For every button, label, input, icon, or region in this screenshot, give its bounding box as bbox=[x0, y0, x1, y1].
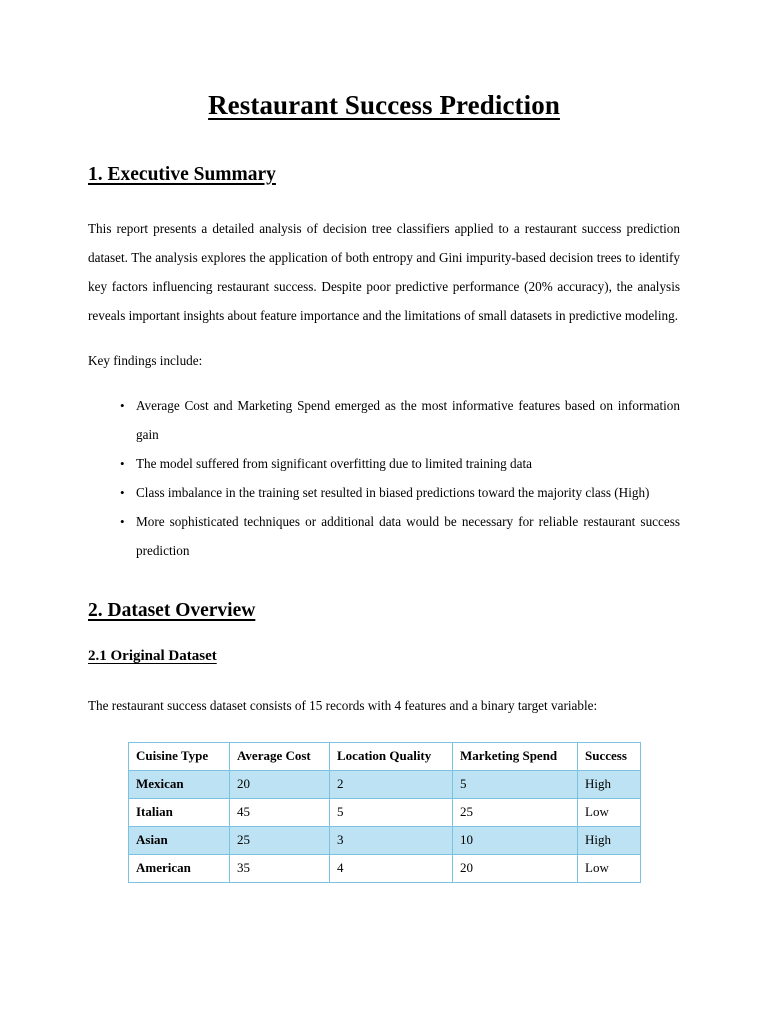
cell-average-cost: 20 bbox=[230, 770, 330, 798]
page-title bbox=[88, 0, 680, 121]
cell-location-quality: 5 bbox=[330, 798, 453, 826]
table-header-row bbox=[129, 742, 641, 770]
table-row bbox=[129, 826, 641, 854]
spacer bbox=[88, 720, 680, 742]
cell-location-quality: 4 bbox=[330, 854, 453, 882]
section-heading-executive-summary-text: 1. Executive Summary bbox=[88, 164, 276, 186]
spacer bbox=[88, 330, 680, 346]
cell-success: High bbox=[578, 770, 641, 798]
cell-cuisine-type: American bbox=[129, 854, 230, 882]
column-header-average-cost: Average Cost bbox=[230, 742, 330, 770]
dataset-table-container bbox=[88, 742, 680, 883]
section-heading-dataset-overview bbox=[88, 599, 680, 622]
page-title-text: Restaurant Success Prediction bbox=[208, 90, 560, 120]
spacer bbox=[88, 375, 680, 391]
cell-marketing-spend: 5 bbox=[453, 770, 578, 798]
column-header-success: Success bbox=[578, 742, 641, 770]
cell-cuisine-type: Italian bbox=[129, 798, 230, 826]
table-row bbox=[129, 854, 641, 882]
key-findings-list bbox=[88, 391, 680, 565]
column-header-location-quality: Location Quality bbox=[330, 742, 453, 770]
subsection-heading-original-dataset bbox=[88, 647, 680, 665]
cell-cuisine-type: Asian bbox=[129, 826, 230, 854]
cell-cuisine-type: Mexican bbox=[129, 770, 230, 798]
dataset-table-body bbox=[129, 770, 641, 882]
cell-location-quality: 2 bbox=[330, 770, 453, 798]
dataset-overview-paragraph: The restaurant success dataset consists of 15 records with 4 features and a binary target variable: bbox=[88, 697, 598, 713]
cell-average-cost: 25 bbox=[230, 826, 330, 854]
cell-marketing-spend: 10 bbox=[453, 826, 578, 854]
section-heading-executive-summary bbox=[88, 163, 680, 186]
cell-marketing-spend: 25 bbox=[453, 798, 578, 826]
spacer bbox=[88, 623, 680, 647]
column-header-cuisine-type: Cuisine Type bbox=[129, 742, 230, 770]
cell-success: Low bbox=[578, 854, 641, 882]
spacer bbox=[88, 565, 680, 599]
cell-marketing-spend: 20 bbox=[453, 854, 578, 882]
dataset-table bbox=[128, 742, 641, 883]
cell-success: Low bbox=[578, 798, 641, 826]
list-item: • Class imbalance in the training set resulted in biased predictions toward the majority class (High) bbox=[136, 478, 680, 507]
spacer bbox=[88, 186, 680, 214]
cell-success: High bbox=[578, 826, 641, 854]
spacer bbox=[88, 121, 680, 163]
dataset-table-header bbox=[129, 742, 641, 770]
subsection-heading-original-dataset-text: 2.1 Original Dataset bbox=[88, 647, 217, 664]
key-findings-intro: Key findings include: bbox=[88, 353, 203, 369]
table-row bbox=[129, 798, 641, 826]
table-row bbox=[129, 770, 641, 798]
list-item: • More sophisticated techniques or additional data would be necessary for reliable restaurant success prediction bbox=[136, 507, 680, 565]
executive-summary-paragraph: This report presents a detailed analysis of decision tree classifiers applied to a restaurant success prediction dataset. The analysis explores the application of both entropy and Gini impurity-based decision trees to identify key factors influencing restaurant success. Despite poor predictive performance (20% accuracy), the analysis reveals important insights about feature importance and the limitations of small datasets in predictive modeling. bbox=[88, 221, 680, 324]
column-header-marketing-spend: Marketing Spend bbox=[453, 742, 578, 770]
spacer bbox=[88, 665, 680, 691]
cell-average-cost: 45 bbox=[230, 798, 330, 826]
list-item: • The model suffered from significant overfitting due to limited training data bbox=[136, 449, 680, 478]
section-heading-dataset-overview-text: 2. Dataset Overview bbox=[88, 600, 256, 622]
cell-average-cost: 35 bbox=[230, 854, 330, 882]
list-item: • Average Cost and Marketing Spend emerged as the most informative features based on information gain bbox=[136, 391, 680, 449]
cell-location-quality: 3 bbox=[330, 826, 453, 854]
